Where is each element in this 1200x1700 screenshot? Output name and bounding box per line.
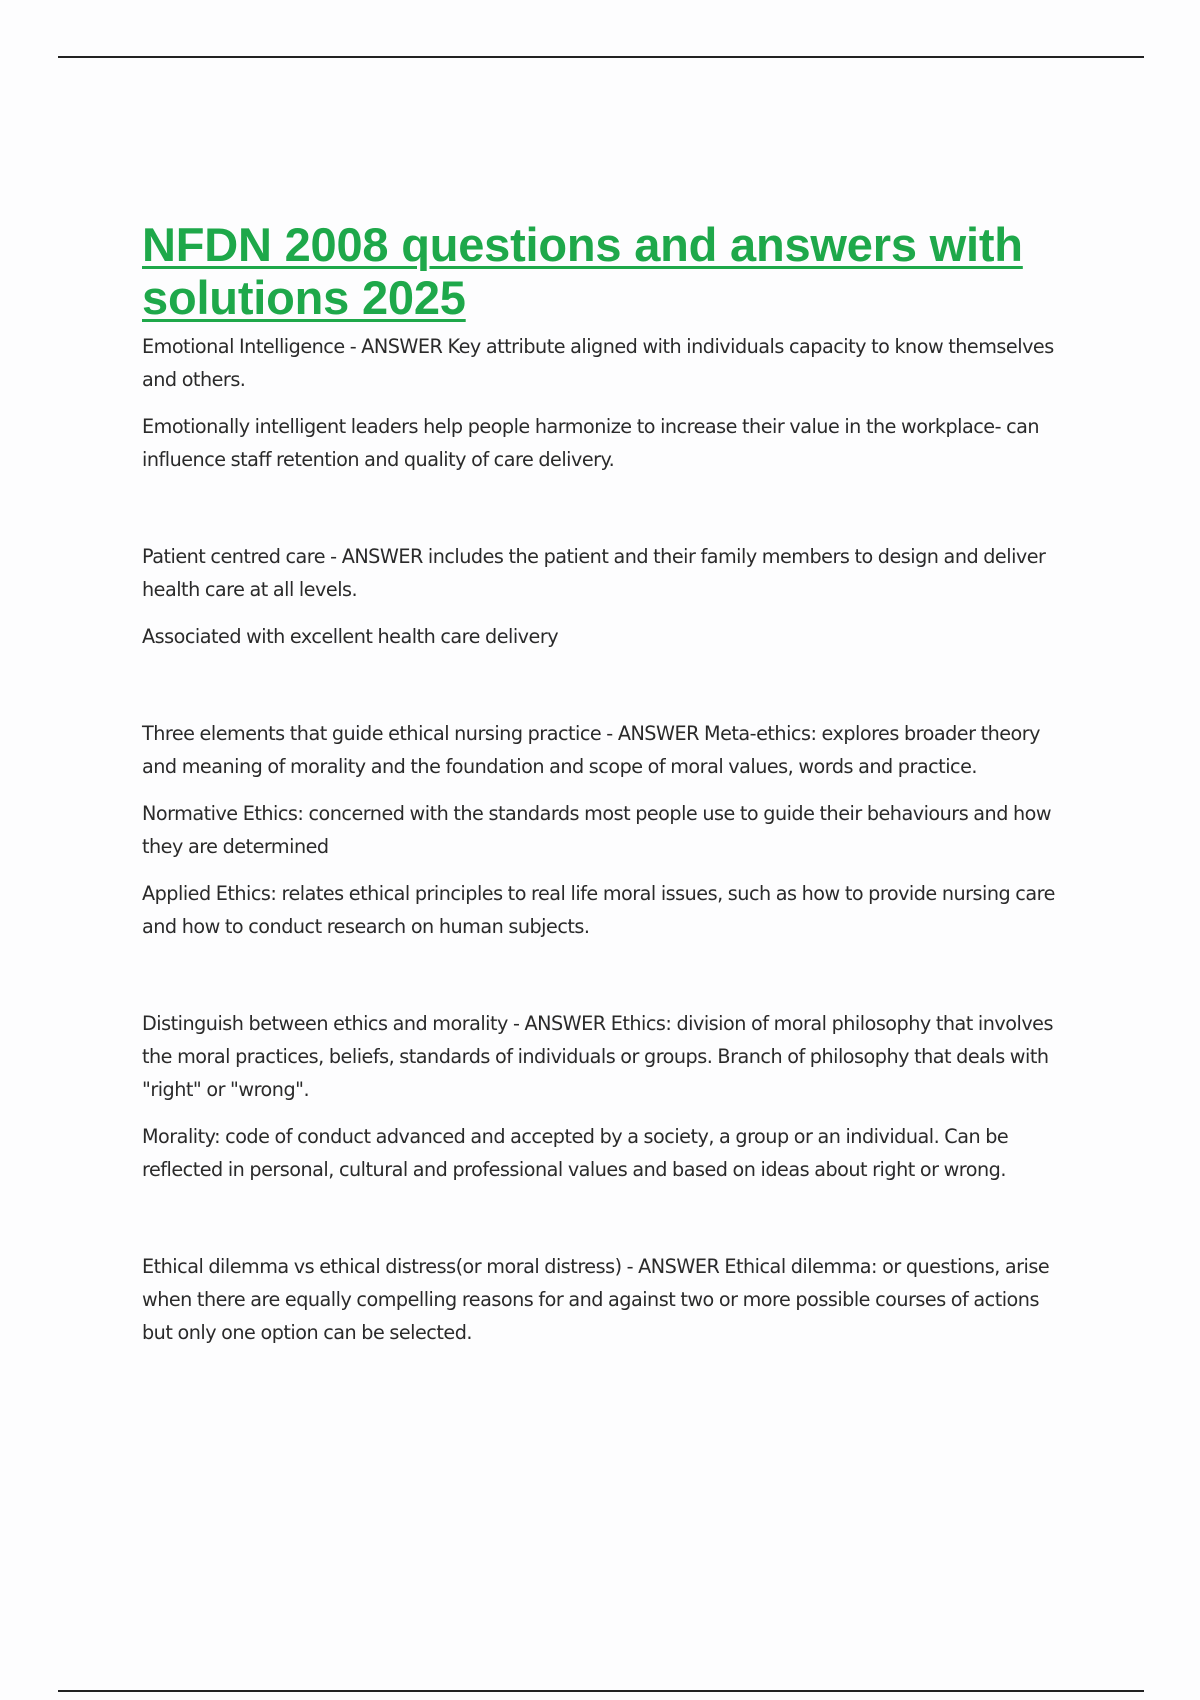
qa-entry-ethical-elements xyxy=(142,717,1072,943)
bottom-rule xyxy=(58,1690,1144,1692)
qa-paragraph: Ethical dilemma vs ethical distress(or moral distress) - ANSWER Ethical dilemma: or questions, arise when there are equally compelling reasons for and against two or more possible courses of actions but only one option can be selected. xyxy=(142,1255,1050,1344)
qa-entry-ethical-dilemma xyxy=(142,1250,1072,1349)
qa-paragraph: Emotionally intelligent leaders help people harmonize to increase their value in the workplace- can influence staff retention and quality of care delivery. xyxy=(142,415,1040,471)
qa-paragraph: Morality: code of conduct advanced and accepted by a society, a group or an individual. Can be reflected in personal, cultural and professional values and based on ideas about right or wrong. xyxy=(142,1125,1009,1181)
qa-paragraph: Patient centred care - ANSWER includes the patient and their family members to design and deliver health care at all levels. xyxy=(142,545,1046,601)
qa-paragraph: Applied Ethics: relates ethical principles to real life moral issues, such as how to provide nursing care and how to conduct research on human subjects. xyxy=(142,882,1055,938)
qa-paragraph: Three elements that guide ethical nursing practice - ANSWER Meta-ethics: explores broader theory and meaning of morality and the foundation and scope of moral values, words and practice. xyxy=(142,722,1041,778)
document-content xyxy=(142,218,1072,1413)
document-title: NFDN 2008 questions and answers with solutions 2025 xyxy=(142,218,1023,324)
top-rule xyxy=(58,56,1144,58)
qa-paragraph: Distinguish between ethics and morality - ANSWER Ethics: division of moral philosophy that involves the moral practices, beliefs, standards of individuals or groups. Branch of philosophy that deals with "right" or "wrong". xyxy=(142,1012,1053,1101)
qa-entry-ethics-vs-morality xyxy=(142,1007,1072,1186)
qa-paragraph: Emotional Intelligence - ANSWER Key attribute aligned with individuals capacity to know themselves and others. xyxy=(142,335,1054,391)
qa-entries xyxy=(142,330,1072,1349)
qa-paragraph: Associated with excellent health care delivery xyxy=(142,625,559,648)
qa-paragraph: Normative Ethics: concerned with the standards most people use to guide their behaviours and how they are determined xyxy=(142,802,1052,858)
qa-entry-patient-centred-care xyxy=(142,540,1072,653)
qa-entry-emotional-intelligence xyxy=(142,330,1072,476)
